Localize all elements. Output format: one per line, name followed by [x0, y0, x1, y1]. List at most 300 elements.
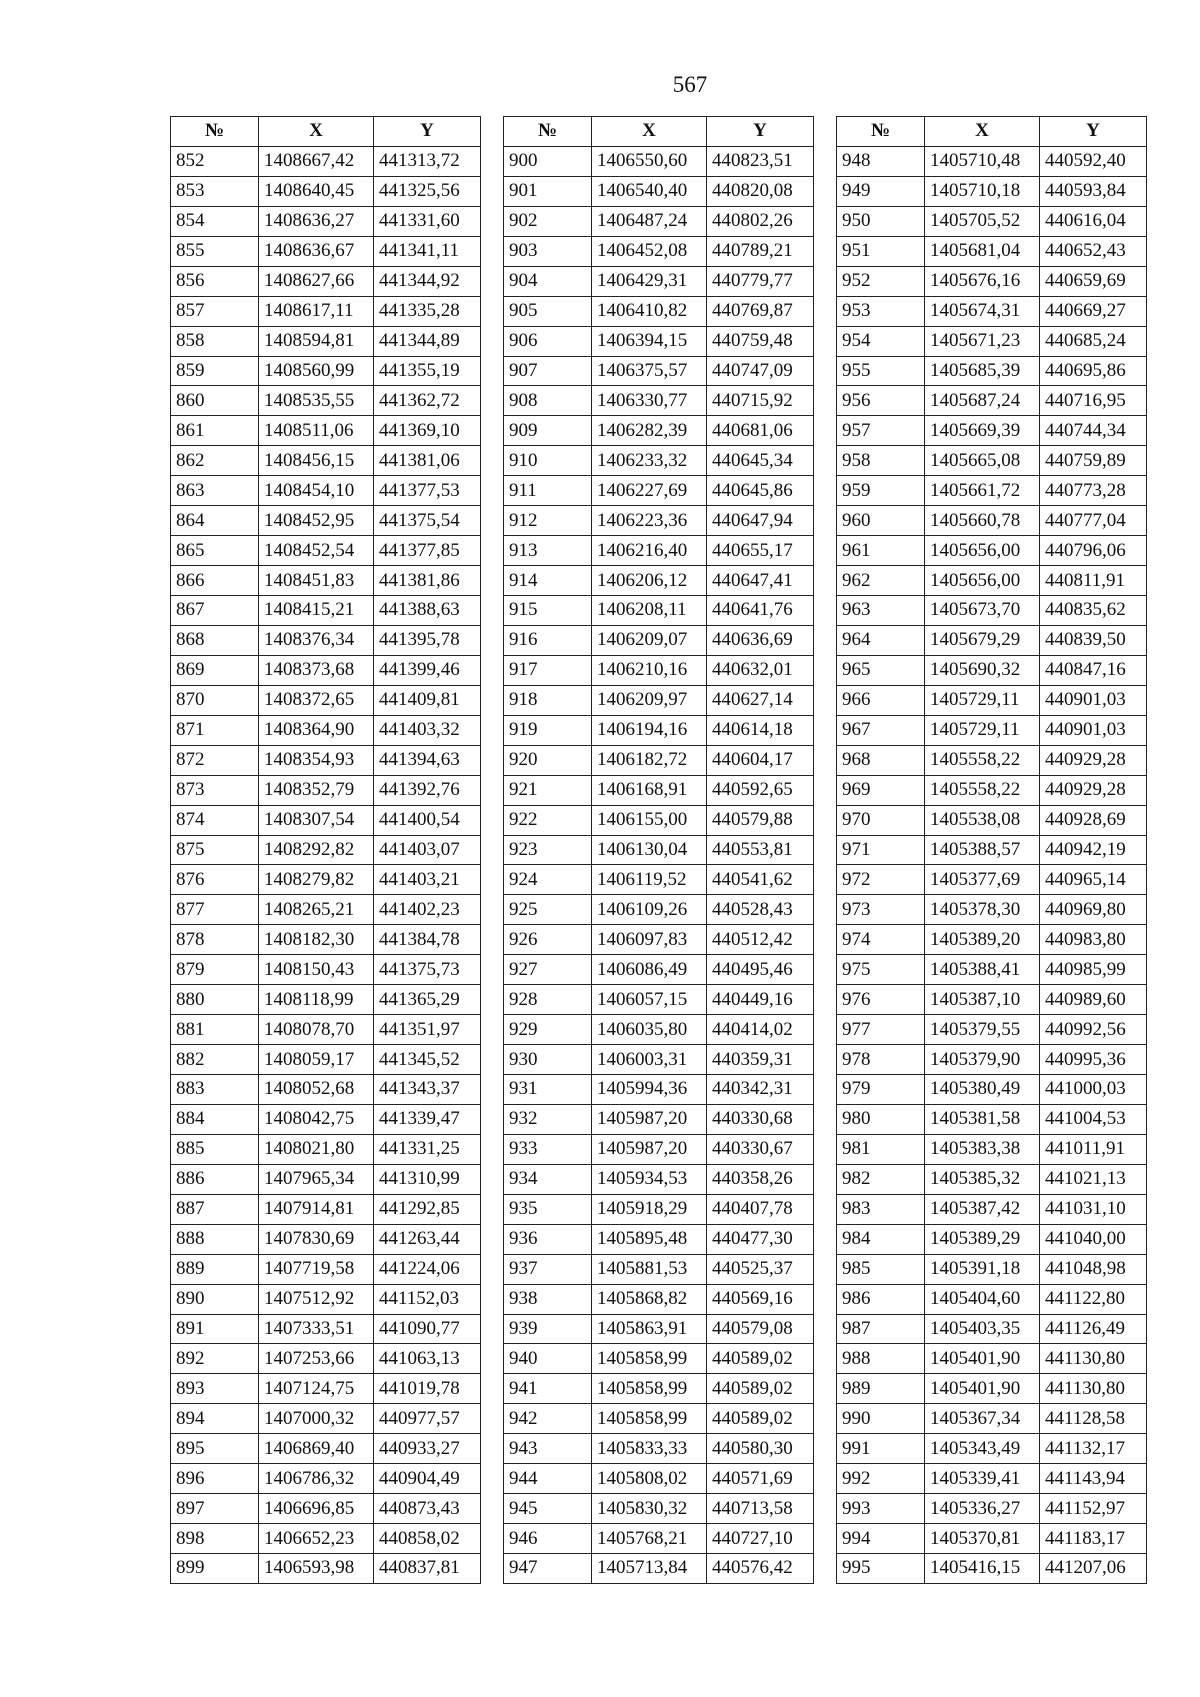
point-number-cell: 853 — [171, 176, 259, 206]
point-number-cell: 958 — [837, 446, 925, 476]
table-row — [171, 1254, 481, 1284]
table-row — [837, 326, 1147, 356]
table-row — [837, 1075, 1147, 1105]
y-coordinate-cell: 440969,80 — [1040, 895, 1147, 925]
table-row — [504, 895, 814, 925]
table-row — [171, 925, 481, 955]
y-coordinate-cell: 441048,98 — [1040, 1254, 1147, 1284]
x-coordinate-cell: 1406550,60 — [592, 146, 707, 176]
table-row — [171, 1104, 481, 1134]
x-coordinate-cell: 1408627,66 — [259, 266, 374, 296]
point-number-cell: 956 — [837, 386, 925, 416]
x-coordinate-cell: 1405387,42 — [925, 1194, 1040, 1224]
x-coordinate-cell: 1408118,99 — [259, 985, 374, 1015]
y-coordinate-cell: 440359,31 — [707, 1045, 814, 1075]
table-row — [171, 805, 481, 835]
coordinates-table-1 — [170, 116, 481, 1584]
point-number-cell: 859 — [171, 356, 259, 386]
y-coordinate-cell: 441403,32 — [374, 715, 481, 745]
x-coordinate-cell: 1407965,34 — [259, 1164, 374, 1194]
y-coordinate-cell: 440837,81 — [374, 1554, 481, 1584]
table-row — [171, 1075, 481, 1105]
x-coordinate-cell: 1408560,99 — [259, 356, 374, 386]
x-coordinate-cell: 1408451,83 — [259, 566, 374, 596]
point-number-cell: 858 — [171, 326, 259, 356]
point-number-cell: 990 — [837, 1404, 925, 1434]
column-header-number: № — [837, 117, 925, 147]
y-coordinate-cell: 440715,92 — [707, 386, 814, 416]
y-coordinate-cell: 440901,03 — [1040, 715, 1147, 745]
point-number-cell: 919 — [504, 715, 592, 745]
table-row — [171, 1494, 481, 1524]
point-number-cell: 995 — [837, 1554, 925, 1584]
x-coordinate-cell: 1405391,18 — [925, 1254, 1040, 1284]
x-coordinate-cell: 1405881,53 — [592, 1254, 707, 1284]
point-number-cell: 927 — [504, 955, 592, 985]
y-coordinate-cell: 440727,10 — [707, 1524, 814, 1554]
y-coordinate-cell: 441152,97 — [1040, 1494, 1147, 1524]
table-row — [171, 715, 481, 745]
y-coordinate-cell: 440695,86 — [1040, 356, 1147, 386]
y-coordinate-cell: 440589,02 — [707, 1404, 814, 1434]
y-coordinate-cell: 440593,84 — [1040, 176, 1147, 206]
point-number-cell: 863 — [171, 476, 259, 506]
point-number-cell: 903 — [504, 236, 592, 266]
x-coordinate-cell: 1407124,75 — [259, 1374, 374, 1404]
y-coordinate-cell: 441132,17 — [1040, 1434, 1147, 1464]
point-number-cell: 982 — [837, 1164, 925, 1194]
y-coordinate-cell: 440659,69 — [1040, 266, 1147, 296]
table-row — [171, 835, 481, 865]
y-coordinate-cell: 440873,43 — [374, 1494, 481, 1524]
x-coordinate-cell: 1405404,60 — [925, 1284, 1040, 1314]
point-number-cell: 964 — [837, 625, 925, 655]
table-row — [837, 1524, 1147, 1554]
point-number-cell: 923 — [504, 835, 592, 865]
y-coordinate-cell: 440820,08 — [707, 176, 814, 206]
x-coordinate-cell: 1405934,53 — [592, 1164, 707, 1194]
table-row — [504, 1284, 814, 1314]
x-coordinate-cell: 1405669,39 — [925, 416, 1040, 446]
x-coordinate-cell: 1405895,48 — [592, 1224, 707, 1254]
y-coordinate-cell: 440904,49 — [374, 1464, 481, 1494]
y-coordinate-cell: 440773,28 — [1040, 476, 1147, 506]
table-row — [837, 386, 1147, 416]
point-number-cell: 884 — [171, 1104, 259, 1134]
x-coordinate-cell: 1408052,68 — [259, 1075, 374, 1105]
y-coordinate-cell: 440823,51 — [707, 146, 814, 176]
y-coordinate-cell: 441325,56 — [374, 176, 481, 206]
y-coordinate-cell: 441381,86 — [374, 566, 481, 596]
x-coordinate-cell: 1408617,11 — [259, 296, 374, 326]
point-number-cell: 943 — [504, 1434, 592, 1464]
y-coordinate-cell: 440647,41 — [707, 566, 814, 596]
table-row — [171, 1164, 481, 1194]
y-coordinate-cell: 441021,13 — [1040, 1164, 1147, 1194]
table-row — [171, 775, 481, 805]
point-number-cell: 989 — [837, 1374, 925, 1404]
table-row — [837, 1404, 1147, 1434]
x-coordinate-cell: 1408373,68 — [259, 655, 374, 685]
x-coordinate-cell: 1408452,54 — [259, 536, 374, 566]
x-coordinate-cell: 1408279,82 — [259, 865, 374, 895]
point-number-cell: 918 — [504, 685, 592, 715]
y-coordinate-cell: 441375,54 — [374, 506, 481, 536]
table-row — [504, 1404, 814, 1434]
x-coordinate-cell: 1406086,49 — [592, 955, 707, 985]
point-number-cell: 886 — [171, 1164, 259, 1194]
x-coordinate-cell: 1406216,40 — [592, 536, 707, 566]
y-coordinate-cell: 441344,92 — [374, 266, 481, 296]
point-number-cell: 954 — [837, 326, 925, 356]
table-row — [837, 685, 1147, 715]
y-coordinate-cell: 440342,31 — [707, 1075, 814, 1105]
point-number-cell: 920 — [504, 745, 592, 775]
x-coordinate-cell: 1405558,22 — [925, 775, 1040, 805]
point-number-cell: 940 — [504, 1344, 592, 1374]
table-row — [171, 655, 481, 685]
y-coordinate-cell: 441399,46 — [374, 655, 481, 685]
point-number-cell: 935 — [504, 1194, 592, 1224]
y-coordinate-cell: 440847,16 — [1040, 655, 1147, 685]
x-coordinate-cell: 1405987,20 — [592, 1134, 707, 1164]
y-coordinate-cell: 440407,78 — [707, 1194, 814, 1224]
y-coordinate-cell: 441377,85 — [374, 536, 481, 566]
x-coordinate-cell: 1408059,17 — [259, 1045, 374, 1075]
x-coordinate-cell: 1408535,55 — [259, 386, 374, 416]
table-row — [837, 536, 1147, 566]
point-number-cell: 913 — [504, 536, 592, 566]
x-coordinate-cell: 1405377,69 — [925, 865, 1040, 895]
y-coordinate-cell: 440655,17 — [707, 536, 814, 566]
column-header-number: № — [504, 117, 592, 147]
x-coordinate-cell: 1406282,39 — [592, 416, 707, 446]
x-coordinate-cell: 1407000,32 — [259, 1404, 374, 1434]
y-coordinate-cell: 440636,69 — [707, 625, 814, 655]
point-number-cell: 887 — [171, 1194, 259, 1224]
y-coordinate-cell: 440525,37 — [707, 1254, 814, 1284]
x-coordinate-cell: 1405676,16 — [925, 266, 1040, 296]
table-row — [837, 596, 1147, 626]
y-coordinate-cell: 440716,95 — [1040, 386, 1147, 416]
y-coordinate-cell: 441402,23 — [374, 895, 481, 925]
y-coordinate-cell: 441207,06 — [1040, 1554, 1147, 1584]
x-coordinate-cell: 1408636,27 — [259, 206, 374, 236]
point-number-cell: 985 — [837, 1254, 925, 1284]
y-coordinate-cell: 440580,30 — [707, 1434, 814, 1464]
x-coordinate-cell: 1405994,36 — [592, 1075, 707, 1105]
table-row — [837, 805, 1147, 835]
y-coordinate-cell: 440614,18 — [707, 715, 814, 745]
point-number-cell: 917 — [504, 655, 592, 685]
x-coordinate-cell: 1407914,81 — [259, 1194, 374, 1224]
y-coordinate-cell: 440592,40 — [1040, 146, 1147, 176]
table-row — [504, 416, 814, 446]
point-number-cell: 967 — [837, 715, 925, 745]
x-coordinate-cell: 1405685,39 — [925, 356, 1040, 386]
point-number-cell: 909 — [504, 416, 592, 446]
y-coordinate-cell: 441365,29 — [374, 985, 481, 1015]
y-coordinate-cell: 440669,27 — [1040, 296, 1147, 326]
x-coordinate-cell: 1406233,32 — [592, 446, 707, 476]
point-number-cell: 855 — [171, 236, 259, 266]
y-coordinate-cell: 440929,28 — [1040, 775, 1147, 805]
y-coordinate-cell: 441339,47 — [374, 1104, 481, 1134]
page-number: 567 — [672, 72, 708, 97]
y-coordinate-cell: 441400,54 — [374, 805, 481, 835]
table-row — [171, 206, 481, 236]
table-row — [837, 1015, 1147, 1045]
x-coordinate-cell: 1408354,93 — [259, 745, 374, 775]
y-coordinate-cell: 440777,04 — [1040, 506, 1147, 536]
table-header-row — [171, 117, 481, 147]
table-row — [171, 985, 481, 1015]
x-coordinate-cell: 1405385,32 — [925, 1164, 1040, 1194]
y-coordinate-cell: 440571,69 — [707, 1464, 814, 1494]
point-number-cell: 932 — [504, 1104, 592, 1134]
point-number-cell: 941 — [504, 1374, 592, 1404]
x-coordinate-cell: 1405833,33 — [592, 1434, 707, 1464]
x-coordinate-cell: 1405379,55 — [925, 1015, 1040, 1045]
x-coordinate-cell: 1405378,30 — [925, 895, 1040, 925]
point-number-cell: 952 — [837, 266, 925, 296]
y-coordinate-cell: 440604,17 — [707, 745, 814, 775]
y-coordinate-cell: 440569,16 — [707, 1284, 814, 1314]
y-coordinate-cell: 440928,69 — [1040, 805, 1147, 835]
x-coordinate-cell: 1406429,31 — [592, 266, 707, 296]
table-row — [504, 566, 814, 596]
table-row — [837, 146, 1147, 176]
x-coordinate-cell: 1408352,79 — [259, 775, 374, 805]
x-coordinate-cell: 1408292,82 — [259, 835, 374, 865]
y-coordinate-cell: 440759,89 — [1040, 446, 1147, 476]
x-coordinate-cell: 1405416,15 — [925, 1554, 1040, 1584]
table-row — [171, 1045, 481, 1075]
y-coordinate-cell: 440779,77 — [707, 266, 814, 296]
y-coordinate-cell: 441377,53 — [374, 476, 481, 506]
table-row — [171, 745, 481, 775]
point-number-cell: 914 — [504, 566, 592, 596]
point-number-cell: 993 — [837, 1494, 925, 1524]
table-row — [504, 296, 814, 326]
y-coordinate-cell: 441040,00 — [1040, 1224, 1147, 1254]
table-row — [837, 865, 1147, 895]
point-number-cell: 881 — [171, 1015, 259, 1045]
table-row — [171, 1314, 481, 1344]
x-coordinate-cell: 1405768,21 — [592, 1524, 707, 1554]
x-coordinate-cell: 1407512,92 — [259, 1284, 374, 1314]
x-coordinate-cell: 1407253,66 — [259, 1344, 374, 1374]
table-row — [504, 386, 814, 416]
x-coordinate-cell: 1405673,70 — [925, 596, 1040, 626]
y-coordinate-cell: 441351,97 — [374, 1015, 481, 1045]
point-number-cell: 933 — [504, 1134, 592, 1164]
point-number-cell: 888 — [171, 1224, 259, 1254]
table-row — [171, 1524, 481, 1554]
table-row — [837, 1554, 1147, 1584]
table-row — [171, 1434, 481, 1464]
table-row — [504, 1134, 814, 1164]
point-number-cell: 955 — [837, 356, 925, 386]
point-number-cell: 904 — [504, 266, 592, 296]
column-header-y: Y — [374, 117, 481, 147]
table-row — [504, 835, 814, 865]
x-coordinate-cell: 1405381,58 — [925, 1104, 1040, 1134]
point-number-cell: 953 — [837, 296, 925, 326]
table-row — [837, 266, 1147, 296]
point-number-cell: 867 — [171, 596, 259, 626]
point-number-cell: 876 — [171, 865, 259, 895]
y-coordinate-cell: 441126,49 — [1040, 1314, 1147, 1344]
table-row — [171, 865, 481, 895]
y-coordinate-cell: 441335,28 — [374, 296, 481, 326]
point-number-cell: 979 — [837, 1075, 925, 1105]
table-row — [837, 1284, 1147, 1314]
point-number-cell: 929 — [504, 1015, 592, 1045]
column-header-number: № — [171, 117, 259, 147]
point-number-cell: 968 — [837, 745, 925, 775]
table-row — [837, 296, 1147, 326]
y-coordinate-cell: 440358,26 — [707, 1164, 814, 1194]
point-number-cell: 869 — [171, 655, 259, 685]
table-row — [504, 1254, 814, 1284]
table-row — [171, 1015, 481, 1045]
table-row — [171, 1404, 481, 1434]
point-number-cell: 972 — [837, 865, 925, 895]
point-number-cell: 938 — [504, 1284, 592, 1314]
table-row — [171, 386, 481, 416]
point-number-cell: 987 — [837, 1314, 925, 1344]
table-row — [171, 1134, 481, 1164]
point-number-cell: 975 — [837, 955, 925, 985]
table-row — [504, 1524, 814, 1554]
y-coordinate-cell: 440965,14 — [1040, 865, 1147, 895]
point-number-cell: 984 — [837, 1224, 925, 1254]
point-number-cell: 896 — [171, 1464, 259, 1494]
x-coordinate-cell: 1405681,04 — [925, 236, 1040, 266]
table-row — [837, 775, 1147, 805]
x-coordinate-cell: 1405705,52 — [925, 206, 1040, 236]
x-coordinate-cell: 1405830,32 — [592, 1494, 707, 1524]
table-row — [837, 1194, 1147, 1224]
x-coordinate-cell: 1406035,80 — [592, 1015, 707, 1045]
table-row — [837, 566, 1147, 596]
y-coordinate-cell: 440713,58 — [707, 1494, 814, 1524]
x-coordinate-cell: 1408640,45 — [259, 176, 374, 206]
point-number-cell: 928 — [504, 985, 592, 1015]
point-number-cell: 986 — [837, 1284, 925, 1314]
x-coordinate-cell: 1405336,27 — [925, 1494, 1040, 1524]
y-coordinate-cell: 441392,76 — [374, 775, 481, 805]
y-coordinate-cell: 441403,21 — [374, 865, 481, 895]
x-coordinate-cell: 1408415,21 — [259, 596, 374, 626]
y-coordinate-cell: 441403,07 — [374, 835, 481, 865]
y-coordinate-cell: 440495,46 — [707, 955, 814, 985]
point-number-cell: 973 — [837, 895, 925, 925]
x-coordinate-cell: 1406540,40 — [592, 176, 707, 206]
y-coordinate-cell: 440933,27 — [374, 1434, 481, 1464]
table-row — [504, 955, 814, 985]
x-coordinate-cell: 1405690,32 — [925, 655, 1040, 685]
point-number-cell: 864 — [171, 506, 259, 536]
x-coordinate-cell: 1405343,49 — [925, 1434, 1040, 1464]
x-coordinate-cell: 1406696,85 — [259, 1494, 374, 1524]
y-coordinate-cell: 440652,43 — [1040, 236, 1147, 266]
table-row — [171, 625, 481, 655]
table-row — [504, 1194, 814, 1224]
point-number-cell: 916 — [504, 625, 592, 655]
table-row — [837, 1104, 1147, 1134]
point-number-cell: 971 — [837, 835, 925, 865]
y-coordinate-cell: 440983,80 — [1040, 925, 1147, 955]
point-number-cell: 901 — [504, 176, 592, 206]
table-row — [504, 1075, 814, 1105]
point-number-cell: 970 — [837, 805, 925, 835]
column-header-x: X — [259, 117, 374, 147]
y-coordinate-cell: 441355,19 — [374, 356, 481, 386]
x-coordinate-cell: 1406452,08 — [592, 236, 707, 266]
x-coordinate-cell: 1408511,06 — [259, 416, 374, 446]
point-number-cell: 893 — [171, 1374, 259, 1404]
x-coordinate-cell: 1406130,04 — [592, 835, 707, 865]
x-coordinate-cell: 1405671,23 — [925, 326, 1040, 356]
x-coordinate-cell: 1408372,65 — [259, 685, 374, 715]
y-coordinate-cell: 440579,88 — [707, 805, 814, 835]
table-row — [171, 506, 481, 536]
x-coordinate-cell: 1406394,15 — [592, 326, 707, 356]
y-coordinate-cell: 440858,02 — [374, 1524, 481, 1554]
x-coordinate-cell: 1407830,69 — [259, 1224, 374, 1254]
y-coordinate-cell: 440576,42 — [707, 1554, 814, 1584]
point-number-cell: 911 — [504, 476, 592, 506]
table-row — [504, 865, 814, 895]
y-coordinate-cell: 440759,48 — [707, 326, 814, 356]
x-coordinate-cell: 1406223,36 — [592, 506, 707, 536]
x-coordinate-cell: 1405367,34 — [925, 1404, 1040, 1434]
y-coordinate-cell: 440627,14 — [707, 685, 814, 715]
y-coordinate-cell: 440977,57 — [374, 1404, 481, 1434]
table-row — [837, 985, 1147, 1015]
x-coordinate-cell: 1405729,11 — [925, 685, 1040, 715]
x-coordinate-cell: 1408042,75 — [259, 1104, 374, 1134]
column-header-x: X — [592, 117, 707, 147]
x-coordinate-cell: 1405379,90 — [925, 1045, 1040, 1075]
x-coordinate-cell: 1405558,22 — [925, 745, 1040, 775]
table-row — [837, 925, 1147, 955]
table-row — [504, 745, 814, 775]
y-coordinate-cell: 441263,44 — [374, 1224, 481, 1254]
table-row — [504, 775, 814, 805]
table-row — [504, 446, 814, 476]
point-number-cell: 980 — [837, 1104, 925, 1134]
table-row — [171, 356, 481, 386]
x-coordinate-cell: 1406869,40 — [259, 1434, 374, 1464]
table-row — [171, 266, 481, 296]
x-coordinate-cell: 1405403,35 — [925, 1314, 1040, 1344]
point-number-cell: 944 — [504, 1464, 592, 1494]
x-coordinate-cell: 1406227,69 — [592, 476, 707, 506]
table-row — [837, 446, 1147, 476]
y-coordinate-cell: 441388,63 — [374, 596, 481, 626]
point-number-cell: 946 — [504, 1524, 592, 1554]
x-coordinate-cell: 1406003,31 — [592, 1045, 707, 1075]
table-row — [504, 1344, 814, 1374]
y-coordinate-cell: 440553,81 — [707, 835, 814, 865]
table-row — [171, 296, 481, 326]
y-coordinate-cell: 441369,10 — [374, 416, 481, 446]
table-row — [837, 1224, 1147, 1254]
point-number-cell: 994 — [837, 1524, 925, 1554]
